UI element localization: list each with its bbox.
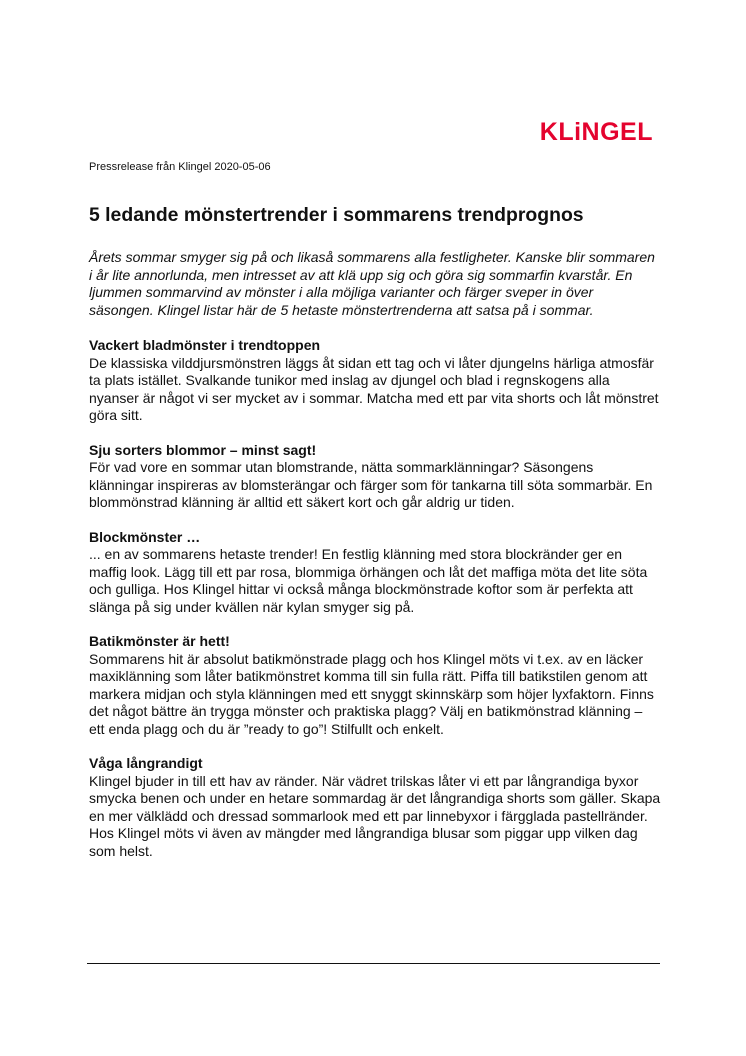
section-body: Sommarens hit är absolut batikmönstrade plagg och hos Klingel möts vi t.ex. av en läcker maxiklänning som låter batikmönstret komma till sin fulla rätt. Piffa till batikstilen genom att markera midjan och styla klänningen med ett snyggt skinnskärp som höjer lyxfaktorn. Finns det något bättre än trygga mönster och praktiska plagg? Välj en batikmönstrad klänning – ett enda plagg och du är ”ready to go”! Stilfullt och enkelt.	[89, 650, 654, 737]
section-heading: Vackert bladmönster i trendtoppen	[89, 337, 321, 353]
section-heading: Sju sorters blommor – minst sagt!	[89, 441, 317, 458]
klingel-logo: KLiNGEL	[539, 118, 653, 146]
section-block-pattern	[89, 529, 661, 617]
section-flowers	[89, 442, 661, 512]
page-title: 5 ledande mönstertrender i sommarens trendprognos	[89, 204, 584, 226]
section-leaf-pattern	[89, 337, 661, 425]
section-body: Klingel bjuder in till ett hav av ränder. När vädret trilskas låter vi ett par långrandiga byxor smycka benen och under en hetare sommardag är det långrandiga shorts som gäller. Skapa en mer välklädd och dressad sommarlook med ett par linnebyxor i färgglada pastellränder. Hos Klingel möts vi även av mängder med långrandiga blusar som piggar upp vilken dag som helst.	[89, 772, 661, 859]
section-batik	[89, 633, 661, 738]
press-release-date: Pressrelease från Klingel 2020-05-06	[89, 161, 271, 173]
section-heading: Blockmönster …	[89, 528, 201, 545]
footer-divider	[87, 963, 660, 964]
section-stripes	[89, 755, 661, 860]
section-body: För vad vore en sommar utan blomstrande, nätta sommarklänningar? Säsongens klänningar inspireras av blomsterängar och färger som för tankarna till söta sommarbär. En blommönstrad klänning är alltid ett säkert kort och går aldrig ur tiden.	[89, 459, 653, 510]
section-body: ... en av sommarens hetaste trender! En festlig klänning med stora blockränder ger en maffig look. Lägg till ett par rosa, blommiga örhängen och låt det maffiga möta det lite söta och gulliga. Hos Klingel hittar vi också många blockmönstrade koftor som är perfekta att slänga på sig under kvällen när kylan smyger sig på.	[89, 546, 648, 615]
intro-paragraph: Årets sommar smyger sig på och likaså sommarens alla festligheter. Kanske blir sommaren i år lite annorlunda, men intresset av att klä upp sig och göra sig sommarfin kvarstår. En ljummen sommarvind av mönster i alla möjliga varianter och färger sveper in över säsongen. Klingel listar här de 5 hetaste mönstertrenderna att satsa på i sommar.	[89, 249, 655, 318]
section-body: De klassiska vilddjursmönstren läggs åt sidan ett tag och vi låter djungelns härliga atmosfär ta plats istället. Svalkande tunikor med inslag av djungel och blad i regnskogens alla nyanser är något vi ser mycket av i sommar. Matcha med ett par vita shorts och låt mönstret göra sitt.	[89, 354, 659, 423]
article-body	[89, 249, 661, 877]
section-heading: Våga långrandigt	[89, 755, 203, 771]
section-heading: Batikmönster är hett!	[89, 633, 230, 649]
